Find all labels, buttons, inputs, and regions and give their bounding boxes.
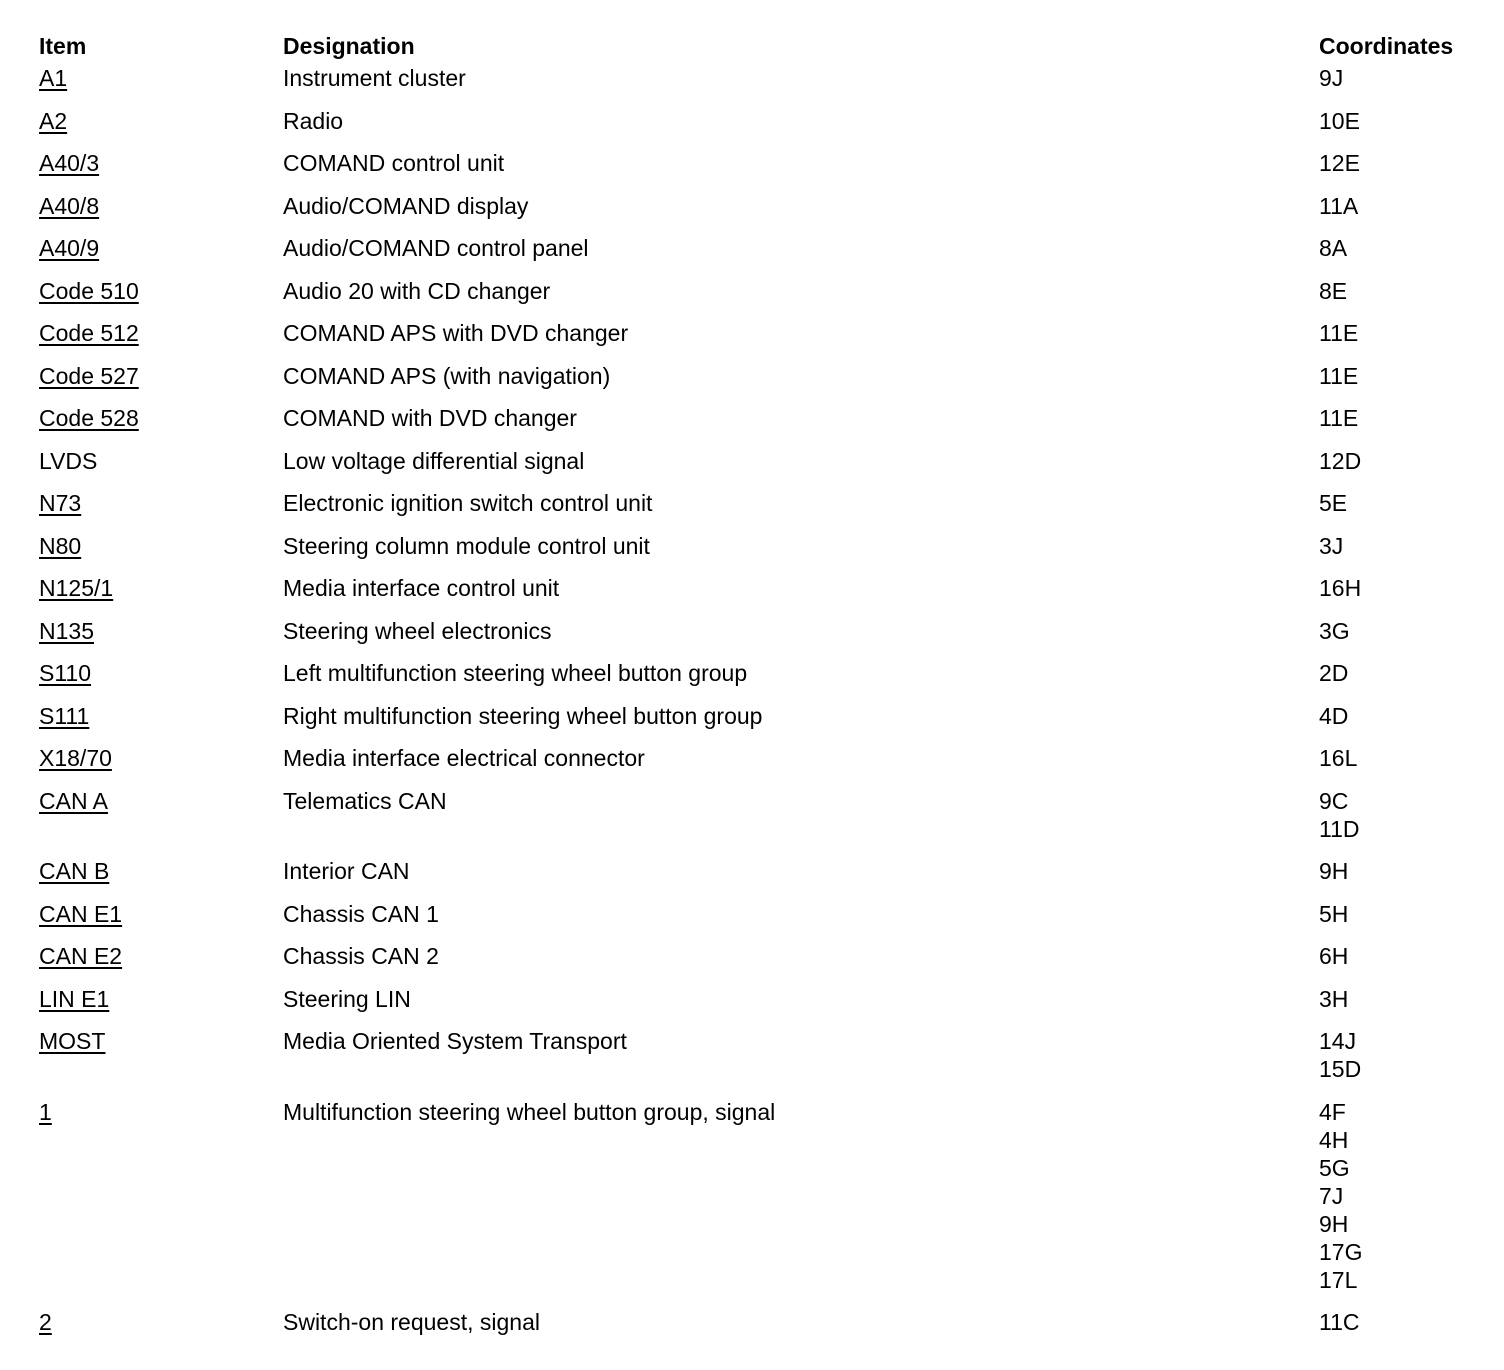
legend-row <box>39 1308 1479 1351</box>
legend-row <box>39 787 1479 858</box>
coordinate-value: 10E <box>1319 107 1360 134</box>
item-cell <box>39 942 283 970</box>
item-cell <box>39 404 283 432</box>
legend-row <box>39 362 1479 405</box>
coordinates-cell <box>1319 362 1358 390</box>
coordinate-value: 12E <box>1319 150 1360 176</box>
legend-row <box>39 942 1479 985</box>
designation-cell: Left multifunction steering wheel button group <box>283 660 748 686</box>
coordinate-value: 14J <box>1319 1028 1357 1054</box>
designation-column-header: Designation <box>283 33 415 59</box>
item-cell <box>39 362 283 390</box>
coordinate-value: 5H <box>1319 900 1349 927</box>
coordinates-cell <box>1319 149 1360 177</box>
legend-row <box>39 532 1479 575</box>
coordinates-cell <box>1319 1308 1360 1336</box>
item-cell <box>39 319 283 347</box>
designation-cell: COMAND with DVD changer <box>283 405 577 431</box>
designation-cell: Audio/COMAND control panel <box>283 235 589 261</box>
item-cell <box>39 107 283 135</box>
item-link[interactable]: N73 <box>39 490 82 516</box>
coordinate-value: 9C <box>1319 787 1349 814</box>
item-cell <box>39 532 283 560</box>
coordinates-cell <box>1319 574 1361 602</box>
coordinates-cell <box>1319 787 1360 843</box>
designation-cell: Interior CAN <box>283 858 410 884</box>
coordinates-cell <box>1319 404 1358 432</box>
coordinates-cell <box>1319 277 1347 305</box>
coordinate-value: 6H <box>1319 943 1349 969</box>
item-link[interactable]: Code 512 <box>39 320 139 346</box>
item-cell <box>39 574 283 602</box>
item-cell <box>39 857 283 885</box>
coordinate-value: 4D <box>1319 702 1349 729</box>
designation-cell: Steering LIN <box>283 985 411 1012</box>
item-link[interactable]: Code 510 <box>39 277 139 304</box>
coordinate-value: 11E <box>1319 405 1359 431</box>
designation-cell: Steering column module control unit <box>283 532 650 559</box>
item-cell <box>39 149 283 177</box>
designation-cell: COMAND APS (with navigation) <box>283 362 611 389</box>
item-cell <box>39 659 283 687</box>
item-cell <box>39 702 283 730</box>
coordinates-cell <box>1319 192 1358 220</box>
designation-cell: Right multifunction steering wheel button group <box>283 702 763 729</box>
legend-table <box>39 28 1479 1351</box>
coordinates-cell <box>1319 744 1357 772</box>
item-link[interactable]: A2 <box>39 107 68 134</box>
item-cell <box>39 277 283 305</box>
legend-row <box>39 702 1479 745</box>
legend-row <box>39 319 1479 362</box>
designation-cell: Switch-on request, signal <box>283 1309 540 1335</box>
coordinate-value: 5E <box>1319 490 1348 516</box>
coordinates-cell <box>1319 900 1348 928</box>
item-link[interactable]: CAN A <box>39 787 109 814</box>
designation-cell: Multifunction steering wheel button group, signal <box>283 1098 776 1125</box>
legend-row <box>39 617 1479 660</box>
coordinates-cell <box>1319 319 1358 347</box>
item-link[interactable]: 1 <box>39 1098 52 1125</box>
item-cell <box>39 744 283 772</box>
item-cell <box>39 1098 283 1126</box>
item-link[interactable]: N80 <box>39 532 82 559</box>
coordinate-value: 17G <box>1319 1238 1363 1265</box>
coordinates-cell <box>1319 702 1348 730</box>
coordinates-cell <box>1319 107 1360 135</box>
item-link[interactable]: N135 <box>39 617 94 644</box>
designation-cell: COMAND control unit <box>283 150 505 176</box>
legend-row <box>39 447 1479 490</box>
item-link[interactable]: LIN E1 <box>39 985 110 1012</box>
designation-cell: Chassis CAN 1 <box>283 900 439 927</box>
coordinate-value: 16H <box>1319 575 1362 601</box>
item-link[interactable]: Code 527 <box>39 362 139 389</box>
coordinates-cell <box>1319 617 1350 645</box>
legend-row <box>39 574 1479 617</box>
designation-cell: Media interface control unit <box>283 575 560 601</box>
designation-cell: Media Oriented System Transport <box>283 1028 627 1054</box>
coordinates-cell <box>1319 64 1343 92</box>
item-link[interactable]: N125/1 <box>39 575 114 601</box>
legend-row <box>39 1098 1479 1309</box>
item-link[interactable]: CAN E2 <box>39 943 123 969</box>
coordinates-cell <box>1319 1098 1362 1294</box>
designation-cell: Audio/COMAND display <box>283 192 529 219</box>
item-link[interactable]: S111 <box>39 702 90 729</box>
item-label: LVDS <box>39 447 98 474</box>
coordinate-value: 9H <box>1319 1210 1349 1237</box>
coordinate-value: 3H <box>1319 985 1349 1012</box>
designation-cell: Telematics CAN <box>283 787 447 814</box>
coordinate-value: 11E <box>1319 320 1359 346</box>
item-link[interactable]: A40/9 <box>39 235 100 261</box>
legend-row <box>39 900 1479 943</box>
item-link[interactable]: 2 <box>39 1309 52 1335</box>
legend-row <box>39 64 1479 107</box>
legend-row <box>39 489 1479 532</box>
coordinates-cell <box>1319 234 1347 262</box>
designation-cell: Low voltage differential signal <box>283 447 585 474</box>
item-cell <box>39 985 283 1013</box>
designation-cell: Instrument cluster <box>283 65 466 91</box>
legend-row <box>39 404 1479 447</box>
coordinate-value: 3J <box>1319 532 1344 559</box>
coordinate-value: 8A <box>1319 235 1348 261</box>
legend-row <box>39 744 1479 787</box>
item-cell <box>39 64 283 92</box>
legend-row <box>39 192 1479 235</box>
coordinate-value: 4F <box>1319 1098 1346 1125</box>
coordinates-cell <box>1319 1027 1361 1083</box>
coordinate-value: 7J <box>1319 1182 1344 1209</box>
coordinate-value: 8E <box>1319 277 1348 304</box>
item-link[interactable]: A40/8 <box>39 192 100 219</box>
item-link[interactable]: S110 <box>39 660 92 686</box>
coordinate-value: 12D <box>1319 447 1362 474</box>
legend-row <box>39 659 1479 702</box>
legend-row <box>39 107 1479 150</box>
item-cell <box>39 617 283 645</box>
legend-rows <box>39 64 1479 1351</box>
designation-cell: Steering wheel electronics <box>283 617 552 644</box>
item-link[interactable]: A40/3 <box>39 150 100 176</box>
designation-cell: Electronic ignition switch control unit <box>283 490 653 516</box>
coordinate-value: 2D <box>1319 660 1349 686</box>
coordinate-value: 4H <box>1319 1126 1349 1153</box>
coordinates-cell <box>1319 447 1361 475</box>
coordinate-value: 16L <box>1319 745 1358 771</box>
item-cell <box>39 1308 283 1336</box>
item-link[interactable]: X18/70 <box>39 745 112 771</box>
item-column-header: Item <box>39 33 87 59</box>
coordinate-value: 11A <box>1319 192 1359 219</box>
item-link[interactable]: CAN B <box>39 858 110 884</box>
designation-cell: Radio <box>283 107 344 134</box>
legend-header-row <box>39 28 1479 64</box>
coordinate-value: 11C <box>1319 1309 1360 1335</box>
coordinate-value: 17L <box>1319 1266 1358 1293</box>
coordinate-value: 9H <box>1319 858 1349 884</box>
item-link[interactable]: Code 528 <box>39 405 139 431</box>
legend-row <box>39 1027 1479 1098</box>
coordinates-cell <box>1319 489 1347 517</box>
coordinates-cell <box>1319 659 1348 687</box>
legend-row <box>39 857 1479 900</box>
designation-cell: Chassis CAN 2 <box>283 943 439 969</box>
item-link[interactable]: MOST <box>39 1028 106 1054</box>
item-cell <box>39 1027 283 1055</box>
item-cell <box>39 447 283 475</box>
legend-row <box>39 985 1479 1028</box>
designation-cell: Audio 20 with CD changer <box>283 277 551 304</box>
coordinates-cell <box>1319 532 1343 560</box>
coordinate-value: 3G <box>1319 617 1350 644</box>
item-cell <box>39 192 283 220</box>
coordinates-column-header: Coordinates <box>1319 33 1454 59</box>
coordinate-value: 15D <box>1319 1056 1362 1082</box>
coordinate-value: 11D <box>1319 815 1360 842</box>
item-link[interactable]: CAN E1 <box>39 900 123 927</box>
item-cell <box>39 787 283 815</box>
coordinate-value: 11E <box>1319 362 1359 389</box>
item-link[interactable]: A1 <box>39 65 68 91</box>
legend-row <box>39 277 1479 320</box>
designation-cell: Media interface electrical connector <box>283 745 645 771</box>
coordinate-value: 5G <box>1319 1154 1350 1181</box>
designation-cell: COMAND APS with DVD changer <box>283 320 629 346</box>
item-cell <box>39 234 283 262</box>
coordinates-cell <box>1319 985 1348 1013</box>
legend-row <box>39 149 1479 192</box>
coordinates-cell <box>1319 857 1348 885</box>
coordinate-value: 9J <box>1319 65 1344 91</box>
coordinates-cell <box>1319 942 1348 970</box>
item-cell <box>39 900 283 928</box>
item-cell <box>39 489 283 517</box>
legend-row <box>39 234 1479 277</box>
